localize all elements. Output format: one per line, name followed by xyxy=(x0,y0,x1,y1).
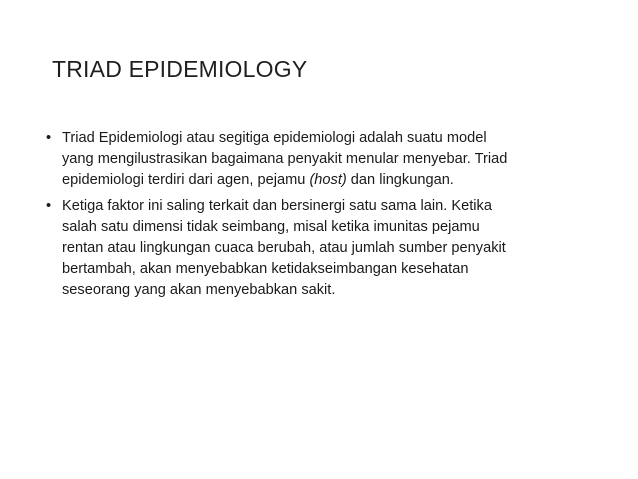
bullet-text-line: yang mengilustrasikan bagaimana penyakit menular menyebar. Triad xyxy=(62,151,508,167)
bullet-text-line xyxy=(62,170,606,191)
bullet-text-line: rentan atau lingkungan cuaca berubah, atau jumlah sumber penyakit xyxy=(62,240,506,256)
bullet-marker: • xyxy=(46,198,52,214)
host-term: (host) xyxy=(309,172,347,188)
bullet-text-line: salah satu dimensi tidak seimbang, misal ketika imunitas pejamu xyxy=(62,219,480,235)
bullet-item-interrelation xyxy=(46,196,606,301)
bullet-text-segment: epidemiologi terdiri dari agen, pejamu xyxy=(62,172,310,188)
bullet-list xyxy=(46,128,606,306)
bullet-text-line: Triad Epidemiologi atau segitiga epidemiologi adalah suatu model xyxy=(62,130,487,146)
bullet-text-line: bertambah, akan menyebabkan ketidakseimbangan kesehatan xyxy=(62,261,469,277)
bullet-text-line: seseorang yang akan menyebabkan sakit. xyxy=(62,282,336,298)
slide-title: TRIAD EPIDEMIOLOGY xyxy=(52,56,308,82)
bullet-text-line: Ketiga faktor ini saling terkait dan bersinergi satu sama lain. Ketika xyxy=(62,198,492,214)
bullet-item-triad-definition xyxy=(46,128,606,191)
bullet-text-segment: dan lingkungan. xyxy=(346,172,454,188)
bullet-marker: • xyxy=(46,130,52,146)
